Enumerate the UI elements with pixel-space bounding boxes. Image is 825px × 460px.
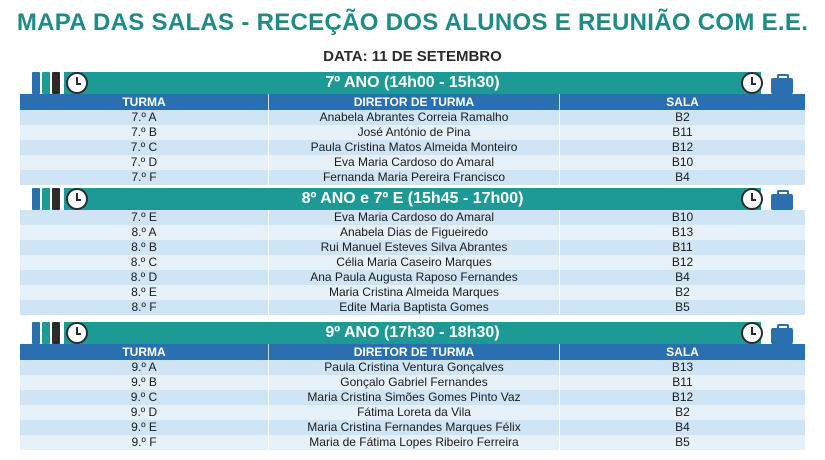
diretor-cell: Eva Maria Cardoso do Amaral <box>269 210 560 225</box>
schedule-section <box>20 322 805 450</box>
table-row <box>20 210 805 225</box>
briefcase-icon-group <box>737 184 793 210</box>
sala-cell: B5 <box>675 300 690 314</box>
column-header: DIRETOR DE TURMA <box>269 344 560 360</box>
section-heading-text: 9º ANO (17h30 - 18h30) <box>325 324 500 341</box>
diretor-cell: Maria Cristina Fernandes Marques Félix <box>269 420 560 435</box>
turma-cell: 7.º F <box>20 170 269 185</box>
book-icon <box>32 72 40 94</box>
turma-cell: 9.º B <box>20 375 269 390</box>
table-header <box>20 94 805 110</box>
diretor-cell: José António de Pina <box>269 125 560 140</box>
sala-cell: B11 <box>672 375 693 389</box>
sala-cell: B12 <box>671 390 694 404</box>
sala-cell: B13 <box>671 360 694 374</box>
table-row <box>20 270 805 285</box>
diretor-cell: Edite Maria Baptista Gomes <box>269 300 560 315</box>
briefcase-icon-group <box>737 68 793 94</box>
sala-cell: B5 <box>675 435 690 449</box>
sala-cell: B4 <box>675 270 690 284</box>
date-label: DATA: 11 DE SETEMBRO <box>323 48 502 65</box>
briefcase-icon <box>771 328 793 344</box>
column-header: DIRETOR DE TURMA <box>269 94 560 110</box>
turma-cell: 7.º B <box>20 125 269 140</box>
turma-cell: 7.º D <box>20 155 269 170</box>
sala-cell: B11 <box>672 240 693 254</box>
table-row <box>20 390 805 405</box>
diretor-cell: Maria Cristina Simões Gomes Pinto Vaz <box>269 390 560 405</box>
table-row <box>20 405 805 420</box>
table-row <box>20 170 805 185</box>
briefcase-icon <box>771 78 793 94</box>
column-header: SALA <box>666 345 699 359</box>
turma-cell: 8.º D <box>20 270 269 285</box>
sala-cell: B12 <box>671 140 694 154</box>
alarm-clock-icon <box>66 72 88 94</box>
table-row <box>20 125 805 140</box>
table-row <box>20 110 805 125</box>
turma-cell: 8.º A <box>20 225 269 240</box>
turma-cell: 9.º D <box>20 405 269 420</box>
table-row <box>20 155 805 170</box>
turma-cell: 7.º A <box>20 110 269 125</box>
sala-cell: B2 <box>675 285 690 299</box>
diretor-cell: Paula Cristina Matos Almeida Monteiro <box>269 140 560 155</box>
book-icon <box>52 72 60 94</box>
books-icon <box>32 318 88 344</box>
table-row <box>20 255 805 270</box>
book-icon <box>42 188 50 210</box>
diretor-cell: Eva Maria Cardoso do Amaral <box>269 155 560 170</box>
sala-cell: B2 <box>675 405 690 419</box>
sala-cell: B11 <box>672 125 693 139</box>
alarm-clock-icon <box>66 188 88 210</box>
table-row <box>20 420 805 435</box>
turma-cell: 7.º C <box>20 140 269 155</box>
diretor-cell: Paula Cristina Ventura Gonçalves <box>269 360 560 375</box>
turma-cell: 9.º E <box>20 420 269 435</box>
table-row <box>20 225 805 240</box>
turma-cell: 8.º E <box>20 285 269 300</box>
turma-cell: 9.º F <box>20 435 269 450</box>
alarm-clock-icon <box>741 72 763 94</box>
table-row <box>20 140 805 155</box>
turma-cell: 9.º A <box>20 360 269 375</box>
table-row <box>20 285 805 300</box>
alarm-clock-icon <box>741 188 763 210</box>
section-heading <box>64 72 761 94</box>
column-header: TURMA <box>20 344 269 360</box>
page-title: MAPA DAS SALAS - RECEÇÃO DOS ALUNOS E REUNIÃO COM E.E. <box>16 9 809 36</box>
section-heading <box>64 188 761 210</box>
table-row <box>20 240 805 255</box>
books-icon <box>32 184 88 210</box>
diretor-cell: Anabela Abrantes Correia Ramalho <box>269 110 560 125</box>
table-row <box>20 360 805 375</box>
turma-cell: 9.º C <box>20 390 269 405</box>
books-icon <box>32 68 88 94</box>
sala-cell: B13 <box>671 225 694 239</box>
sala-cell: B12 <box>671 255 694 269</box>
diretor-cell: Fátima Loreta da Vila <box>269 405 560 420</box>
schedule-section <box>20 188 805 315</box>
briefcase-icon <box>771 194 793 210</box>
diretor-cell: Célia Maria Caseiro Marques <box>269 255 560 270</box>
table-row <box>20 375 805 390</box>
book-icon <box>42 72 50 94</box>
section-heading-text: 8º ANO e 7º E (15h45 - 17h00) <box>301 190 524 207</box>
sala-cell: B2 <box>675 110 690 124</box>
turma-cell: 7.º E <box>20 210 269 225</box>
book-icon <box>32 188 40 210</box>
diretor-cell: Maria Cristina Almeida Marques <box>269 285 560 300</box>
diretor-cell: Rui Manuel Esteves Silva Abrantes <box>269 240 560 255</box>
alarm-clock-icon <box>741 322 763 344</box>
column-header: TURMA <box>20 94 269 110</box>
turma-cell: 8.º C <box>20 255 269 270</box>
sala-cell: B10 <box>671 210 694 224</box>
alarm-clock-icon <box>66 322 88 344</box>
book-icon <box>42 322 50 344</box>
sala-cell: B10 <box>671 155 694 169</box>
section-heading <box>64 322 761 344</box>
sala-cell: B4 <box>675 420 690 434</box>
turma-cell: 8.º B <box>20 240 269 255</box>
section-heading-text: 7º ANO (14h00 - 15h30) <box>325 74 500 91</box>
diretor-cell: Ana Paula Augusta Raposo Fernandes <box>269 270 560 285</box>
diretor-cell: Anabela Dias de Figueiredo <box>269 225 560 240</box>
book-icon <box>52 322 60 344</box>
diretor-cell: Maria de Fátima Lopes Ribeiro Ferreira <box>269 435 560 450</box>
book-icon <box>52 188 60 210</box>
table-header <box>20 344 805 360</box>
book-icon <box>32 322 40 344</box>
diretor-cell: Fernanda Maria Pereira Francisco <box>269 170 560 185</box>
column-header: SALA <box>666 95 699 109</box>
table-row <box>20 300 805 315</box>
briefcase-icon-group <box>737 318 793 344</box>
turma-cell: 8.º F <box>20 300 269 315</box>
diretor-cell: Gonçalo Gabriel Fernandes <box>269 375 560 390</box>
table-row <box>20 435 805 450</box>
sala-cell: B4 <box>675 170 690 184</box>
schedule-section <box>20 72 805 185</box>
